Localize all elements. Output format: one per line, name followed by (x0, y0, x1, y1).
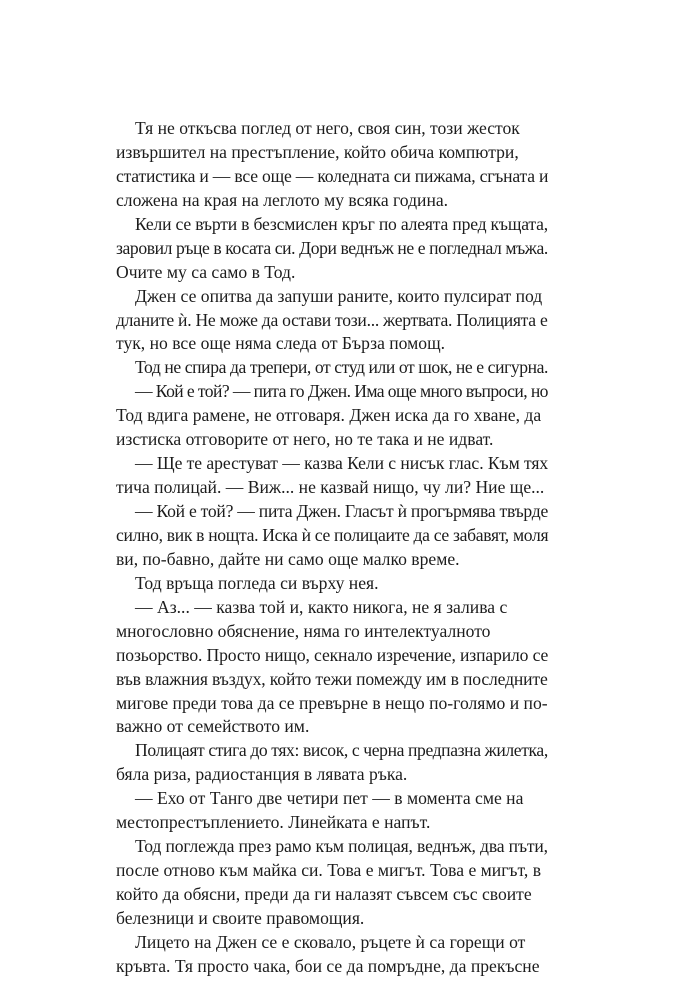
text-line: извършител на престъпление, който обича компютри, (116, 141, 519, 162)
text-line: кръвта. Тя просто чака, бои се да помръдне, да прекъсне (116, 955, 540, 976)
text-line: дланите ѝ. Не може да остави този... жертвата. Полицията е (116, 309, 548, 330)
text-line: — Кой е той? — пита го Джен. Има още много въпроси, но (135, 381, 548, 402)
text-line: тича полицай. — Виж... не казвай нищо, чу ли? Ние ще... (116, 477, 545, 498)
text-line: белезници и своите правомощия. (116, 907, 365, 928)
text-line: сложена на края на леглото му всяка година. (116, 189, 449, 210)
text-line: тук, но все още няма следа от Бърза помощ. (116, 333, 446, 354)
text-line: Тод не спира да трепери, от студ или от шок, не е сигурна. (135, 357, 549, 378)
text-line: Кели се върти в безсмислен кръг по алеята пред къщата, (135, 213, 548, 234)
text-line: Тя не откъсва поглед от него, своя син, този жесток (135, 118, 520, 138)
text-line: изстиска отговорите от него, но те така и не идват. (116, 429, 494, 450)
text-line: Полицаят стига до тях: висок, с черна предпазна жилетка, (135, 740, 548, 761)
text-line: Лицето на Джен се е сковало, ръцете ѝ са горещи от (135, 931, 526, 952)
text-line: Джен се опитва да запуши раните, които пулсират под (135, 285, 543, 306)
text-line: Тод поглежда през рамо към полицая, веднъж, два пъти, (135, 836, 548, 857)
text-line: статистика и — все още — коледната си пижама, сгъната и (116, 165, 549, 186)
text-line: Тод вдига рамене, не отговаря. Джен иска да го хване, да (116, 405, 542, 426)
text-line: във влажния въздух, който тежи помежду им в последните (116, 668, 548, 689)
text-line: Очите му са само в Тод. (116, 261, 296, 282)
page-text (116, 117, 548, 979)
text-line: — Ехо от Танго две четири пет — в момента сме на (135, 788, 524, 809)
text-line: многословно обяснение, няма го интелектуалното (116, 620, 491, 641)
text-line: — Ще те арестуват — казва Кели с нисък глас. Към тях (135, 453, 549, 474)
text-line: ви, по-бавно, дайте ни само още малко време. (116, 548, 460, 569)
text-line: после отново към майка си. Това е мигът. Това е мигът, в (116, 860, 541, 881)
text-line: заровил ръце в косата си. Дори веднъж не е погледнал мъжа. (116, 237, 548, 258)
text-line: Тод връща погледа си върху нея. (135, 572, 379, 593)
text-line: — Кой е той? — пита Джен. Гласът ѝ прогърмява твърде (135, 501, 549, 521)
text-line: местопрестъплението. Линейката е напът. (116, 812, 431, 833)
text-line: силно, вик в нощта. Иска ѝ се полицаите да се забавят, моля (116, 524, 549, 545)
text-line: мигове преди това да се превърне в нещо по-голямо и по- (116, 692, 548, 713)
text-line: позьорство. Просто нищо, секнало изречение, изпарило се (116, 644, 549, 665)
text-line: важно от семейството им. (116, 716, 310, 737)
text-line: бяла риза, радиостанция в лявата ръка. (116, 764, 408, 785)
text-line: който да обясни, преди да ги налазят съвсем със своите (116, 884, 532, 904)
text-line: — Аз... — казва той и, както никога, не я залива с (135, 596, 508, 617)
